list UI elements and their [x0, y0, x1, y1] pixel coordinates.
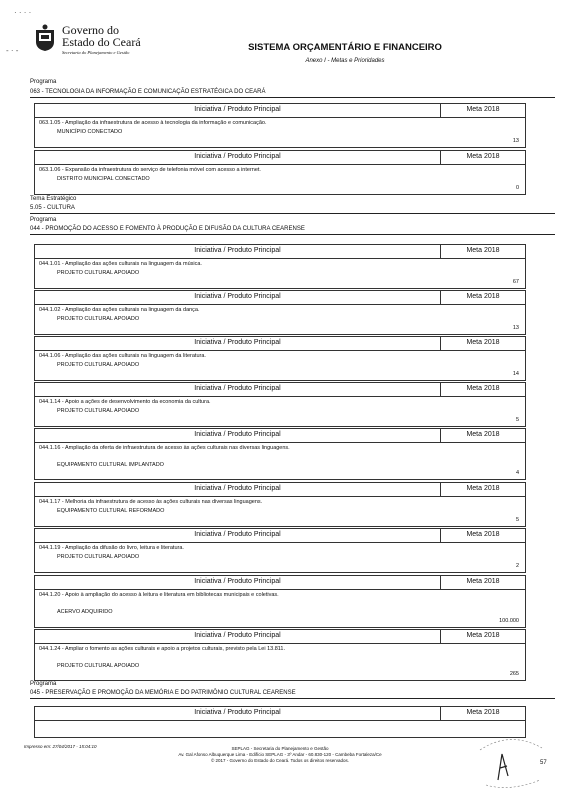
initiative-value: 4 — [515, 470, 519, 476]
system-subtitle: Anexo I - Metas e Prioridades — [305, 58, 385, 64]
initiative-product: EQUIPAMENTO CULTURAL IMPLANTADO — [57, 462, 164, 468]
footer-line2: Av. Gal Afonso Albuquerque Lima - Edifício SEPLAG - 3º Andar - 60.830-120 - Cambeba Fortaleza/Ce — [178, 752, 382, 757]
meta-header: Meta 2018 — [440, 383, 525, 396]
initiative-product: ACERVO ADQUIRIDO — [57, 609, 113, 615]
meta-header: Meta 2018 — [440, 429, 525, 442]
initiative-box — [34, 629, 526, 681]
iniciativa-header: Iniciativa / Produto Principal — [194, 293, 281, 300]
scan-marks: - · - — [6, 46, 19, 55]
meta-header: Meta 2018 — [440, 337, 525, 350]
meta-header: Meta 2018 — [440, 151, 525, 164]
initiative-value: 14 — [512, 371, 519, 377]
meta-header: Meta 2018 — [440, 483, 525, 496]
gov-line2: Estado do Ceará — [62, 35, 141, 49]
meta-header: Meta 2018 — [440, 291, 525, 304]
initiative-desc: 063.1.05 - Ampliação da infraestrutura de acesso à tecnologia da informação e comunicação. — [39, 120, 267, 126]
initiative-desc: 044.1.01 - Ampliação das ações culturais na linguagem da música. — [39, 261, 202, 267]
footer-line3: © 2017 - Governo do Estado do Ceará. Todos os direitos reservados. — [210, 758, 350, 763]
meta-header: Meta 2018 — [440, 576, 525, 589]
programa-label: Programa — [30, 217, 57, 223]
initiative-box — [34, 244, 526, 289]
program-063: 063 - TECNOLOGIA DA INFORMAÇÃO E COMUNICAÇÃO ESTRATÉGICA DO CEARÁ — [30, 89, 555, 98]
system-title: SISTEMA ORÇAMENTÁRIO E FINANCEIRO — [248, 42, 442, 53]
initiative-desc: 044.1.17 - Melhoria da infraestrutura de acesso às ações culturais nas diversas linguagens. — [39, 499, 263, 505]
iniciativa-header: Iniciativa / Produto Principal — [194, 531, 281, 538]
initiative-box — [34, 482, 526, 527]
initiative-desc: 063.1.06 - Expansão da infraestrutura do serviço de telefonia móvel com acesso a internet. — [39, 167, 261, 173]
program-045: 045 - PRESERVAÇÃO E PROMOÇÃO DA MEMÓRIA E DO PATRIMÔNIO CULTURAL CEARENSE — [30, 690, 555, 699]
initiative-product: PROJETO CULTURAL APOIADO — [57, 408, 140, 414]
initiative-box — [34, 706, 526, 738]
printed-date: Impresso em: 27/04/2017 - 15:04:10 — [24, 744, 97, 749]
iniciativa-header: Iniciativa / Produto Principal — [194, 247, 281, 254]
signature-stamp-icon — [470, 730, 550, 790]
program-044: 044 - PROMOÇÃO DO ACESSO E FOMENTO À PRODUÇÃO E DIFUSÃO DA CULTURA CEARENSE — [30, 226, 555, 235]
iniciativa-header: Iniciativa / Produto Principal — [194, 385, 281, 392]
iniciativa-header: Iniciativa / Produto Principal — [194, 632, 281, 639]
iniciativa-header: Iniciativa / Produto Principal — [194, 485, 281, 492]
initiative-value: 0 — [515, 185, 519, 191]
initiative-box — [34, 290, 526, 335]
initiative-product: PROJETO CULTURAL APOIADO — [57, 270, 140, 276]
programa-label: Programa — [30, 79, 57, 85]
iniciativa-header: Iniciativa / Produto Principal — [194, 578, 281, 585]
initiative-desc: 044.1.19 - Ampliação da difusão do livro, leitura e literatura. — [39, 545, 184, 551]
initiative-value: 13 — [512, 325, 519, 331]
initiative-box — [34, 103, 526, 148]
iniciativa-header: Iniciativa / Produto Principal — [194, 153, 281, 160]
initiative-desc: 044.1.06 - Ampliação das ações culturais na linguagem da literatura. — [39, 353, 206, 359]
meta-header: Meta 2018 — [440, 245, 525, 258]
initiative-value: 13 — [512, 138, 519, 144]
initiative-desc: 044.1.20 - Apoio à ampliação do acesso à leitura e literatura em bibliotecas municipais e coletivas. — [39, 592, 279, 598]
initiative-box — [34, 575, 526, 628]
iniciativa-header: Iniciativa / Produto Principal — [194, 106, 281, 113]
meta-header: Meta 2018 — [440, 707, 525, 720]
initiative-box — [34, 428, 526, 480]
initiative-desc: 044.1.16 - Ampliação da oferta de infraestrutura de acesso às ações culturais nas diversas linguagens. — [39, 445, 290, 451]
footer-line1: SEPLAG - Secretaria do Planejamento e Gestão — [231, 746, 329, 751]
tema-505: 5.05 - CULTURA — [30, 205, 555, 214]
ceara-coat-of-arms-icon — [34, 24, 56, 52]
initiative-value: 265 — [509, 671, 519, 677]
page-number: 57 — [540, 760, 547, 766]
initiative-box — [34, 382, 526, 427]
initiative-product: MUNICÍPIO CONECTADO — [57, 129, 123, 135]
initiative-product: PROJETO CULTURAL APOIADO — [57, 362, 140, 368]
meta-header: Meta 2018 — [440, 529, 525, 542]
scan-marks: · · · · — [14, 8, 32, 17]
initiative-value: 100.000 — [499, 618, 519, 624]
initiative-product: EQUIPAMENTO CULTURAL REFORMADO — [57, 508, 165, 514]
meta-header: Meta 2018 — [440, 630, 525, 643]
gov-line1: Governo do — [62, 23, 119, 37]
initiative-product: PROJETO CULTURAL APOIADO — [57, 554, 140, 560]
iniciativa-header: Iniciativa / Produto Principal — [194, 431, 281, 438]
initiative-desc: 044.1.14 - Apoio a ações de desenvolvimento da economia da cultura. — [39, 399, 211, 405]
programa-label: Programa — [30, 681, 57, 687]
gov-line3: Secretaria do Planejamento e Gestão — [62, 50, 130, 55]
iniciativa-header: Iniciativa / Produto Principal — [194, 339, 281, 346]
initiative-desc: 044.1.24 - Ampliar o fomento as ações culturais e apoio a projetos culturais, previsto pela Lei 13.811. — [39, 646, 286, 652]
iniciativa-header: Iniciativa / Produto Principal — [194, 709, 281, 716]
initiative-value: 5 — [515, 417, 519, 423]
initiative-box — [34, 150, 526, 195]
initiative-box — [34, 336, 526, 381]
tema-label: Tema Estratégico — [30, 196, 77, 202]
initiative-value: 5 — [515, 517, 519, 523]
initiative-product: PROJETO CULTURAL APOIADO — [57, 663, 140, 669]
initiative-value: 67 — [512, 279, 519, 285]
initiative-product: PROJETO CULTURAL APOIADO — [57, 316, 140, 322]
initiative-desc: 044.1.02 - Ampliação das ações culturais na linguagem da dança. — [39, 307, 200, 313]
initiative-product: DISTRITO MUNICIPAL CONECTADO — [57, 176, 150, 182]
meta-header: Meta 2018 — [440, 104, 525, 117]
initiative-value: 2 — [515, 563, 519, 569]
initiative-box — [34, 528, 526, 573]
